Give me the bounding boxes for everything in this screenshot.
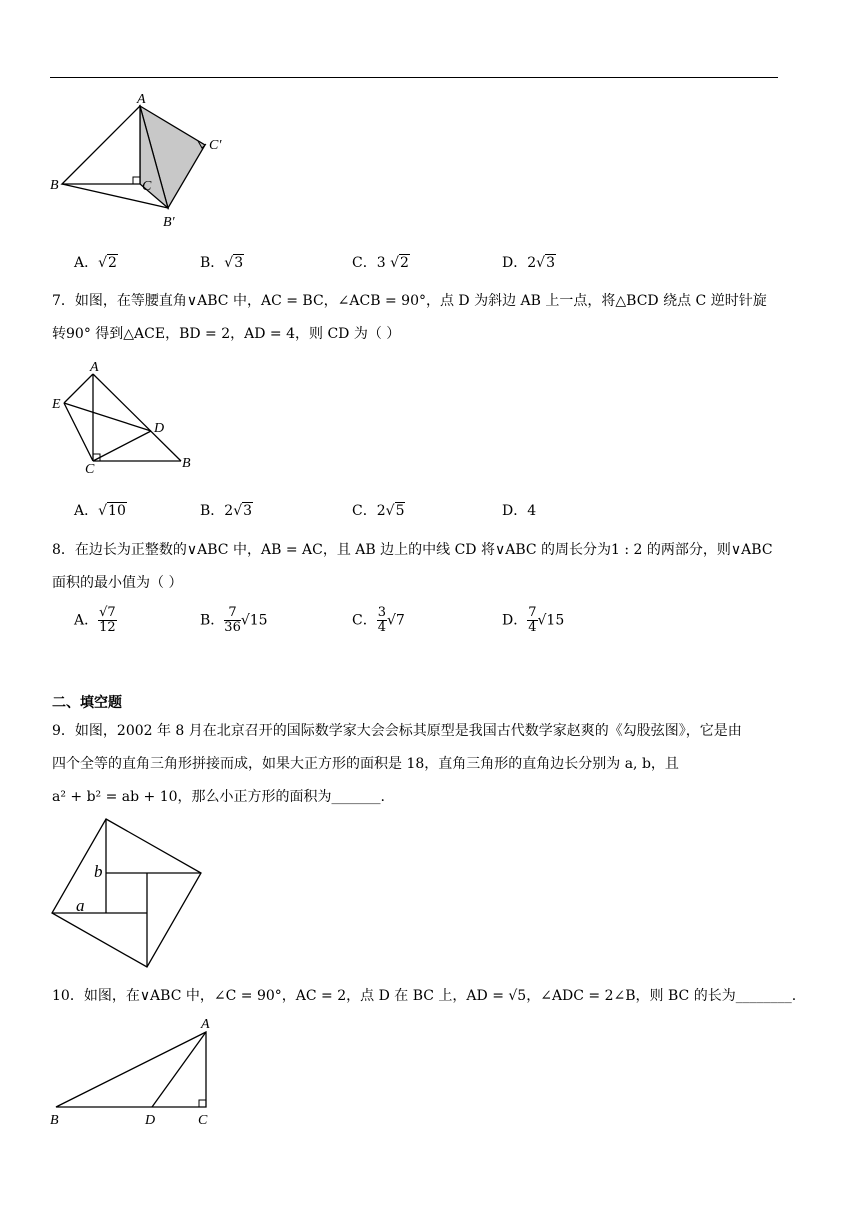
q6-option-d: D．2√3: [502, 255, 555, 271]
q9-figure: [46, 814, 216, 974]
label-A: A: [137, 92, 146, 107]
label-a: a: [76, 896, 85, 915]
q7-option-c: C．2√5: [352, 503, 405, 519]
q6-option-c: C．3 √2: [352, 255, 409, 271]
label-A: A: [90, 360, 99, 375]
q7-line1: 7．如图，在等腰直角∨ABC 中，AC = BC，∠ACB = 90°，点 D 为斜边 AB 上一点，将△BCD 绕点 C 逆时针旋: [52, 293, 767, 309]
label-C: C: [85, 462, 95, 477]
q7-option-b: B．2√3: [200, 503, 253, 519]
q8-line2: 面积的最小值为（ ）: [52, 575, 183, 591]
label-B-prime: B′: [163, 215, 175, 230]
q7-line2: 转90° 得到△ACE，BD = 2，AD = 4，则 CD 为（ ）: [52, 326, 401, 342]
section-title: 二、填空题: [52, 695, 122, 711]
label-B: B: [50, 1113, 59, 1128]
q8-option-b: B． $\frac{7}{36}$ √15: [200, 605, 268, 635]
q8-line1: 8．在边长为正整数的∨ABC 中，AB = AC，且 AB 边上的中线 CD 将∨ABC 的周长分为1 : 2 的两部分，则∨ABC: [52, 542, 773, 558]
q8-option-d: D． $\frac{7}{4}$ √15: [502, 605, 565, 635]
q10-figure: [44, 1012, 224, 1132]
q7-figure: [44, 356, 214, 476]
label-D: D: [154, 421, 165, 436]
label-b: b: [94, 862, 103, 881]
q7-option-a: A．√10: [74, 503, 126, 519]
q8-option-a: A． $\frac{√7}{12}$: [74, 605, 116, 635]
q9-line2: 四个全等的直角三角形拼接而成，如果大正方形的面积是 18，直角三角形的直角边长分别为 a, b，且: [52, 756, 679, 772]
q9-line1: 9．如图，2002 年 8 月在北京召开的国际数学家大会会标其原型是我国古代数学家赵爽的《勾股弦图》，它是由: [52, 723, 742, 739]
label-D: D: [145, 1113, 156, 1128]
label-A: A: [201, 1017, 210, 1032]
label-C: C: [198, 1113, 208, 1128]
label-C-prime: C′: [209, 138, 222, 153]
header-rule: [50, 77, 778, 78]
q7-option-d: D．4: [502, 503, 537, 519]
label-B: B: [50, 178, 59, 193]
q6-figure: [40, 88, 240, 238]
label-E: E: [52, 397, 61, 412]
label-C: C: [142, 179, 152, 194]
q10-line1: 10．如图，在∨ABC 中，∠C = 90°，AC = 2，点 D 在 BC 上，AD = √5，∠ADC = 2∠B，则 BC 的长为________.: [52, 988, 797, 1004]
q6-option-a: A．√2: [74, 255, 117, 271]
q6-option-b: B．√3: [200, 255, 244, 271]
label-B: B: [182, 456, 191, 471]
q8-option-c: C． $\frac{3}{4}$ √7: [352, 605, 405, 635]
q9-line3: a² + b² = ab + 10，那么小正方形的面积为_______.: [52, 789, 385, 805]
